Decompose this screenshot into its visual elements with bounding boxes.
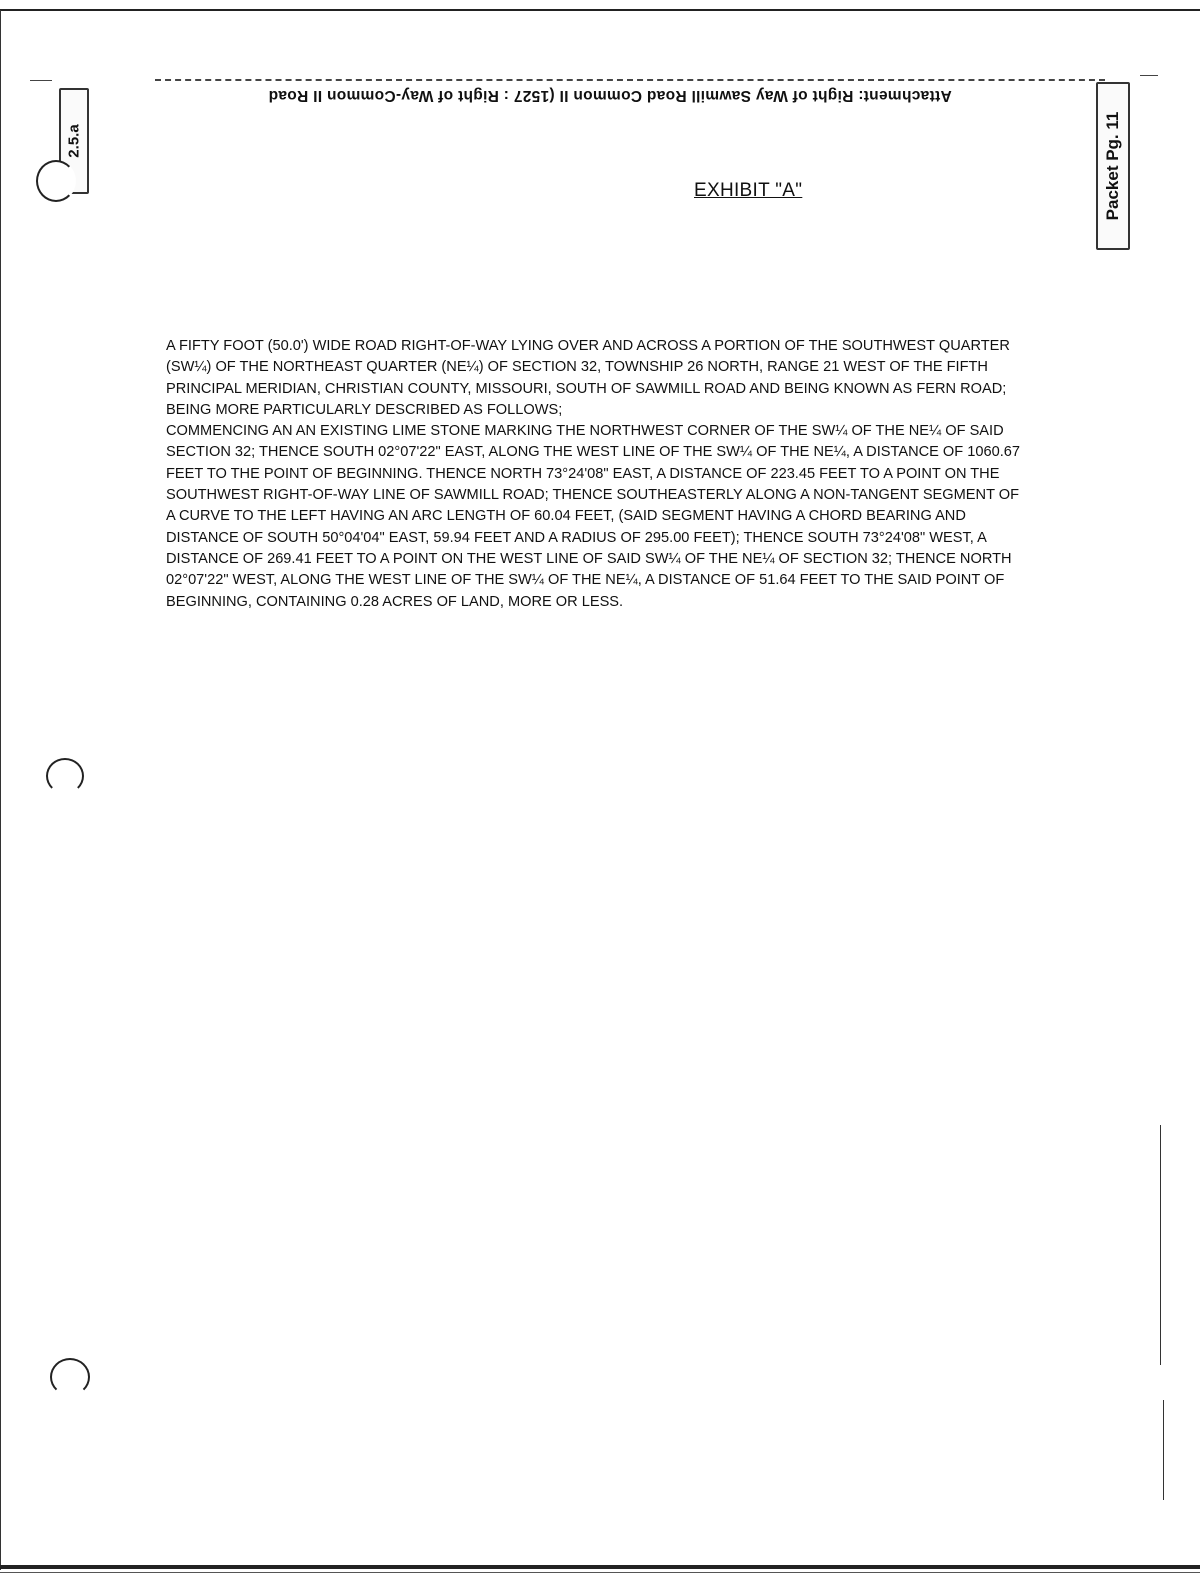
legal-description-metes-bounds: COMMENCING AN AN EXISTING LIME STONE MARKING THE NORTHWEST CORNER OF THE SW¼ OF THE NE¼ OF SAID SECTION 32; THENCE SOUTH 02°07'22" EAST, ALONG THE WEST LINE OF THE SW¼ OF THE NE¼, A DISTANCE OF 1060.67 FEET TO THE POINT OF BEGINNING. THENCE NORTH 73°24'08" EAST, A DISTANCE OF 223.45 FEET TO A POINT ON THE SOUTHWEST RIGHT-OF-WAY LINE OF SAWMILL ROAD; THENCE SOUTHEASTERLY ALONG A NON-TANGENT SEGMENT OF A CURVE TO THE LEFT HAVING AN ARC LENGTH OF 60.04 FEET, (SAID SEGMENT HAVING A CHORD BEARING AND DISTANCE OF SOUTH 50°04'04" EAST, 59.94 FEET AND A RADIUS OF 295.00 FEET); THENCE SOUTH 73°24'08" WEST, A DISTANCE OF 269.41 FEET TO A POINT ON THE WEST LINE OF SAID SW¼ OF THE NE¼ OF SECTION 32; THENCE NORTH 02°07'22" WEST, ALONG THE WEST LINE OF THE SW¼ OF THE NE¼, A DISTANCE OF 51.64 FEET TO THE SAID POINT OF BEGINNING, CONTAINING 0.28 ACRES OF LAND, MORE OR LESS. — [166, 423, 1021, 610]
binder-hole-bottom — [50, 1358, 90, 1396]
legal-description-intro: A FIFTY FOOT (50.0') WIDE ROAD RIGHT-OF-WAY LYING OVER AND ACROSS A PORTION OF THE SOUTHWEST QUARTER (SW¼) OF THE NORTHEAST QUARTER (NE¼) OF SECTION 32, TOWNSHIP 26 NORTH, RANGE 21 WEST OF THE FIFTH PRINCIPAL MERIDIAN, CHRISTIAN COUNTY, MISSOURI, SOUTH OF SAWMILL ROAD AND BEING KNOWN AS FERN ROAD; BEING MORE PARTICULARLY DESCRIBED AS FOLLOWS; — [166, 338, 1010, 418]
page-bottom-border — [0, 1565, 1200, 1569]
agenda-item-label: 2.5.a — [65, 124, 83, 158]
legal-description — [166, 336, 1026, 613]
scan-margin-mark — [1160, 1125, 1161, 1365]
page-top-border — [0, 9, 1200, 11]
packet-page-tab — [1096, 82, 1130, 250]
attachment-header-upside-down: Attachment: Right of Way Sawmill Road Common II (1527 : Right of Way-Common II Road — [268, 87, 952, 104]
page-left-border — [0, 10, 1, 1570]
exhibit-title: EXHIBIT "A" — [694, 180, 803, 201]
binder-hole-top — [36, 160, 76, 202]
binder-hole-middle — [46, 758, 84, 794]
header-divider — [155, 79, 1105, 81]
header-right-tick — [1140, 75, 1158, 76]
scan-margin-mark — [1163, 1400, 1164, 1500]
page-bottom-border-secondary — [0, 1572, 1200, 1573]
header-left-tick — [30, 80, 52, 81]
packet-page-label: Packet Pg. 11 — [1103, 111, 1122, 221]
